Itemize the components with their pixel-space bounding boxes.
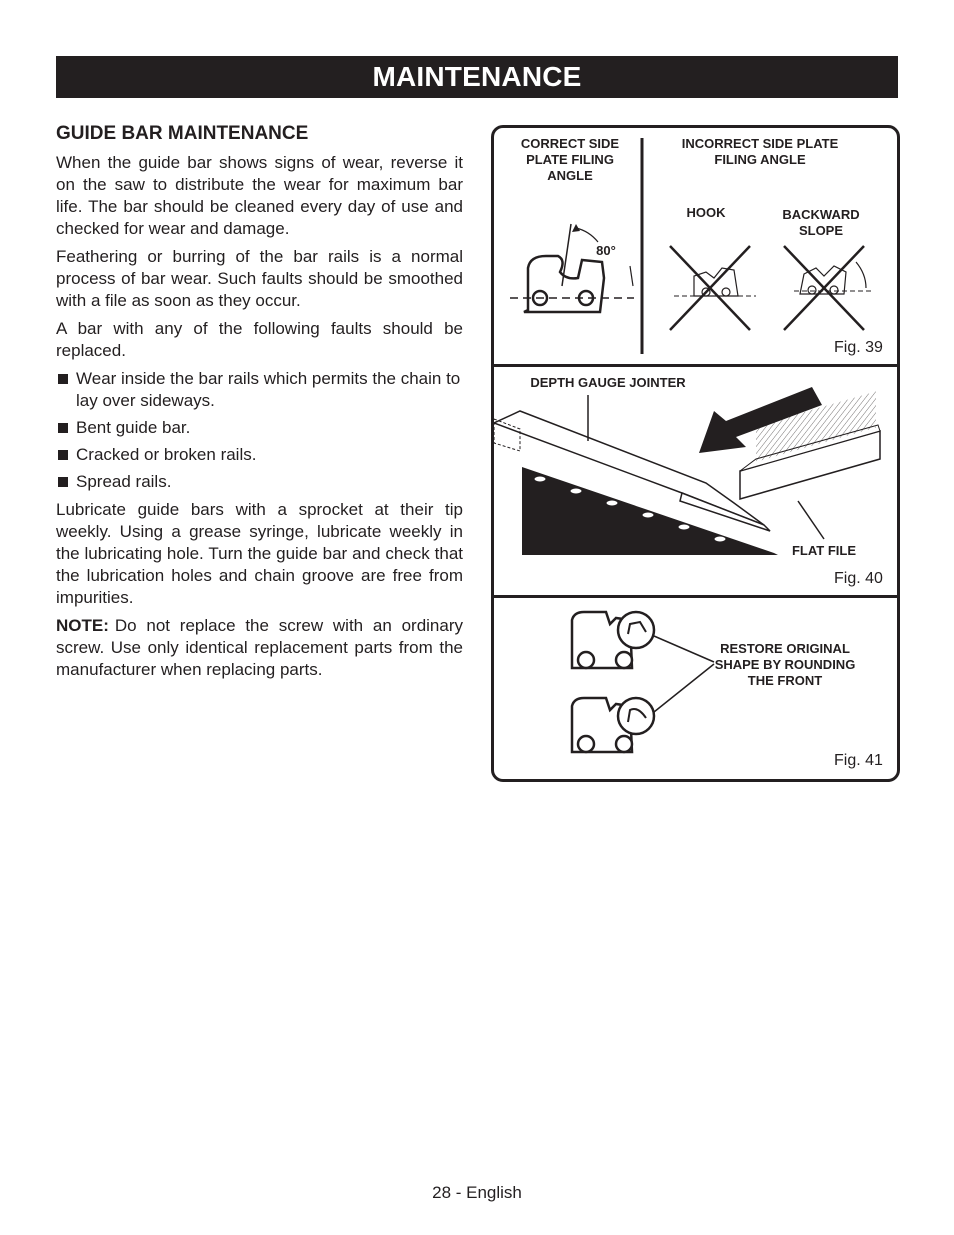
detail-circle-icon bbox=[618, 698, 654, 734]
restore-shape-label: RESTORE ORIGINAL SHAPE BY ROUNDING THE FRONT bbox=[714, 641, 856, 688]
depth-gauge-jointer-label: DEPTH GAUGE JOINTER bbox=[530, 375, 686, 390]
guide-bar-maintenance-section bbox=[56, 122, 463, 687]
correct-cutter-icon bbox=[524, 256, 604, 312]
list-item bbox=[56, 417, 463, 439]
list-item-text: Cracked or broken rails. bbox=[76, 445, 257, 464]
backward-slope-label: BACKWARD SLOPE bbox=[782, 207, 860, 238]
flat-file-label: FLAT FILE bbox=[791, 543, 857, 558]
detail-circle-icon bbox=[618, 612, 654, 648]
list-item-text: Wear inside the bar rails which permits the chain to lay over sideways. bbox=[76, 369, 461, 410]
bullet-square-icon bbox=[58, 374, 68, 384]
section-title: GUIDE BAR MAINTENANCE bbox=[56, 123, 309, 144]
bullet-square-icon bbox=[58, 450, 68, 460]
list-item bbox=[56, 368, 463, 412]
bullet-square-icon bbox=[58, 477, 68, 487]
list-item bbox=[56, 444, 463, 466]
incorrect-angle-label: INCORRECT SIDE PLATE FILING ANGLE bbox=[681, 136, 839, 167]
fig41-caption: Fig. 41 bbox=[834, 752, 883, 769]
hook-label: HOOK bbox=[686, 205, 726, 220]
note-paragraph bbox=[56, 615, 463, 681]
angle-label: 80° bbox=[596, 243, 616, 258]
header-bar bbox=[56, 56, 898, 98]
paragraph-wear: When the guide bar shows signs of wear, reverse it on the saw to distribute the wear for maximum bar life. The bar should be cleaned every day of use and checked for wear and damage. bbox=[56, 153, 463, 238]
note-text: Do not replace the screw with an ordinary screw. Use only identical replacement parts from the manufacturer when replacing parts. bbox=[56, 616, 463, 679]
fig39-filing-angle-drawing bbox=[494, 128, 894, 364]
fig39-caption: Fig. 39 bbox=[834, 339, 883, 356]
paragraph-lubricate: Lubricate guide bars with a sprocket at their tip weekly. Using a grease syringe, lubricate weekly in the lubricating hole. Turn the guide bar and check that the lubrication holes and chain groove are free from impurities. bbox=[56, 500, 463, 607]
paragraph-faults: A bar with any of the following faults should be replaced. bbox=[56, 319, 463, 360]
list-item-text: Bent guide bar. bbox=[76, 418, 191, 437]
fig40-caption: Fig. 40 bbox=[834, 570, 883, 587]
note-label: NOTE: bbox=[56, 616, 109, 635]
page-number: 28 - English bbox=[432, 1183, 522, 1202]
list-item-text: Spread rails. bbox=[76, 472, 172, 491]
fault-list bbox=[56, 368, 463, 493]
fig41-rounding-drawing bbox=[494, 598, 894, 776]
list-item bbox=[56, 471, 463, 493]
correct-angle-label: CORRECT SIDE PLATE FILING ANGLE bbox=[520, 136, 620, 183]
page-title: MAINTENANCE bbox=[372, 61, 582, 92]
fig40-depth-gauge-drawing bbox=[494, 367, 894, 595]
bullet-square-icon bbox=[58, 423, 68, 433]
paragraph-feathering: Feathering or burring of the bar rails is a normal process of bar wear. Such faults should be smoothed with a file as soon as they occur. bbox=[56, 247, 463, 310]
